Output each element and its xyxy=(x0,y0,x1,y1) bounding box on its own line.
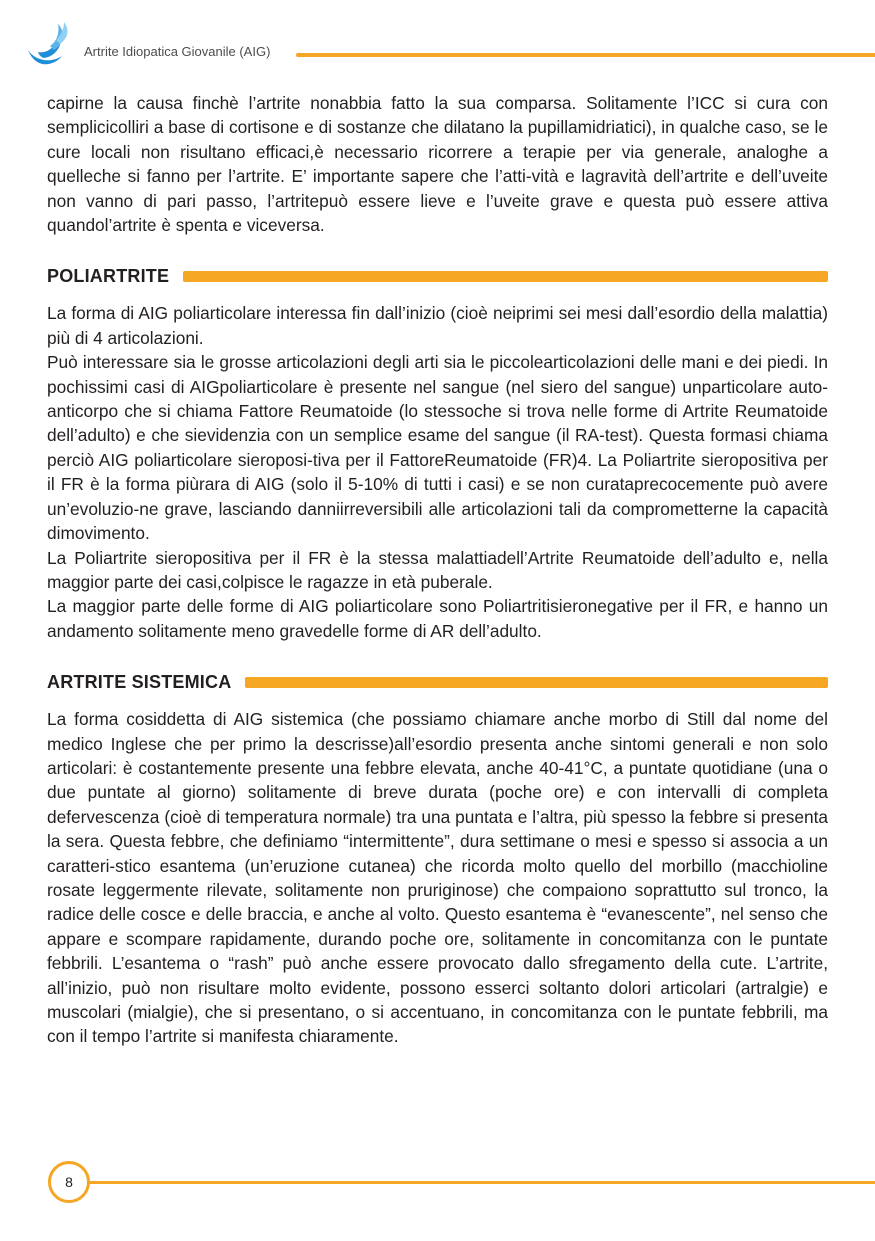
body-paragraph: La forma cosiddetta di AIG sistemica (che possiamo chiamare anche morbo di Still dal nome del medico Inglese che per primo la descrisse)all’esordio presenta anche sintomi generali e non solo articolari: è costantemente presente una febbre elevata, anche 40-41°C, a puntate quotidiane (una o due puntate al giorno) solitamente di breve durata (poche ore) e con intervalli di completa defervescenza (cioè di temperatura normale) tra una puntata e l’altra, più spesso la febbre si presenta la sera. Questa febbre, che definiamo “intermittente”, dura settimane o mesi e spesso si associa a un caratteri-stico esantema (un’eruzione cutanea) che ricorda molto quello del morbillo (macchioline rosate leggermente rilevate, solitamente non pruriginose) che compaiono soprattutto sul tronco, la radice delle cosce e delle braccia, e anche al volto. Questo esantema è “evanescente”, nel senso che appare e scompare rapidamente, durando poche ore, solitamente in concomitanza con le puntate febbrili. L’esantema o “rash” può anche essere provocato dallo sfregamento della cute. L’artrite, all’inizio, può non risultare molto evidente, possono esserci soltanto dolori articolari (artralgie) e muscolari (mialgie), che si presentano, o si accentuano, in concomitanza con le puntate febbrili, ma con il tempo l’artrite si manifesta chiaramente. xyxy=(47,709,828,1047)
page-number: 8 xyxy=(65,1174,73,1190)
header-divider-line xyxy=(296,53,875,57)
footer-divider-line xyxy=(88,1181,875,1184)
section-title: ARTRITE SISTEMICA xyxy=(47,671,232,692)
intro-paragraph: capirne la causa finchè l’artrite nonabbia fatto la sua comparsa. Solitamente l’ICC si cura con semplicicolliri a base di cortisone e di sostanze che dilatano la pupillamidriatici), in qualche caso, se le cure locali non risultano efficaci,è necessario ricorrere a terapie per via generale, analoghe a quelleche si fanno per l’artrite. E’ importante sapere che l’atti-vità e lagravità dell’artrite e dell’uveite non vanno di pari passo, l’artritepuò essere lieve e l’uveite grave e questa può essere attiva quandol’artrite è spenta e viceversa. xyxy=(47,93,828,236)
body-paragraph: La Poliartrite sieropositiva per il FR è la stessa malattiadell’Artrite Reumatoide dell’adulto e, nella maggior parte dei casi,colpisce le ragazze in età puberale. xyxy=(47,547,828,592)
body-paragraph: Può interessare sia le grosse articolazioni degli arti sia le piccolearticolazioni delle mani e dei piedi. In pochissimi casi di AIGpoliarticolare è presente nel sangue (nel siero del sangue) unparticolare auto-anticorpo che si chiama Fattore Reumatoide (lo stessoche si trova nelle forme di Artrite Reumatoide dell’adulto) e che sievidenzia con un semplice esame del sangue (il RA-test). Questa formasi chiama perciò AIG poliarticolare sieroposi-tiva per il FattoreReumatoide (FR)4. La Poliartrite sieropositiva per il FR è la forma piùrara di AIG (solo il 5-10% di tutti i casi) e se non curataprecocemente può avere un’evoluzio-ne grave, lasciando danniirreversibili alle articolazioni tali da comprometterne la capacità dimovimento. xyxy=(47,352,828,544)
wave-logo-icon xyxy=(24,20,70,72)
heading-accent-bar xyxy=(183,271,828,282)
page-content xyxy=(47,91,828,1049)
page-number-badge xyxy=(48,1161,90,1203)
body-paragraph: La maggior parte delle forme di AIG poliarticolare sono Poliartritisieronegative per il FR, e hanno un andamento solitamente meno gravedelle forme di AR dell’adulto. xyxy=(47,596,828,641)
body-paragraph: La forma di AIG poliarticolare interessa fin dall’inizio (cioè neiprimi sei mesi dall’esordio della malattia) più di 4 articolazioni. xyxy=(47,303,828,348)
section-heading-poliartrite xyxy=(47,263,828,289)
running-header-title: Artrite Idiopatica Giovanile (AIG) xyxy=(84,44,271,59)
section-heading-artrite-sistemica xyxy=(47,669,828,695)
section-title: POLIARTRITE xyxy=(47,265,170,286)
heading-accent-bar xyxy=(245,677,828,688)
